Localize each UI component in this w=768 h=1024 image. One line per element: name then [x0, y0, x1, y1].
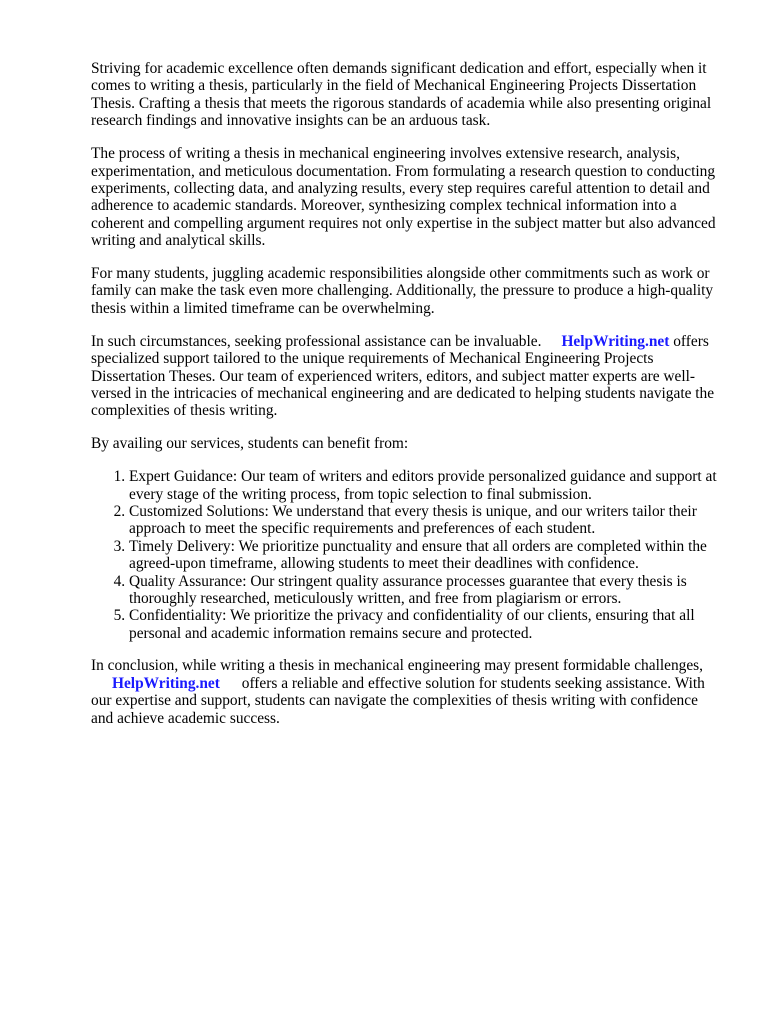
intro-paragraph: Striving for academic excellence often demands significant dedication and effort, especially when it comes to writing a thesis, particularly in the field of Mechanical Engineering Projects Dissertation Thesis. Crafting a thesis that meets the rigorous standards of academia while also presenting original research findings and innovative insights can be an arduous task. — [91, 60, 712, 130]
benefits-intro-paragraph: By availing our services, students can benefit from: — [91, 435, 409, 453]
benefit-item: 1. Expert Guidance: Our team of writers and editors provide personalized guidance and support at every stage of the writing process, from topic selection to final submission. — [129, 468, 721, 503]
process-paragraph: The process of writing a thesis in mechanical engineering involves extensive research, analysis, experimentation, and meticulous documentation. From formulating a research question to conducting experiments, collecting data, and analyzing results, every step requires careful attention to detail and adherence to academic standards. Moreover, synthesizing complex technical information into a coherent and compelling argument requires not only expertise in the subject matter but also advanced writing and analytical skills. — [91, 145, 716, 250]
document-page — [91, 60, 721, 742]
conclusion-text-before: In conclusion, while writing a thesis in mechanical engineering may present formidable challenges, — [91, 657, 704, 675]
assistance-text-after: offers specialized support tailored to the unique requirements of Mechanical Engineering Projects Dissertation Theses. Our team of experienced writers, editors, and subject matter experts are well-versed in the intricacies of mechanical engineering and are dedicated to helping students navigate the complexities of thesis writing. — [91, 332, 715, 420]
conclusion-paragraph — [91, 657, 721, 727]
challenges-paragraph: For many students, juggling academic responsibilities alongside other commitments such as work or family can make the task even more challenging. Additionally, the pressure to produce a high-quality thesis within a limited timeframe can be overwhelming. — [91, 265, 714, 317]
helpwriting-link[interactable]: HelpWriting.net — [112, 674, 220, 692]
assistance-text-before: In such circumstances, seeking professional assistance can be invaluable. — [91, 332, 542, 350]
conclusion-text-after: offers a reliable and effective solution for students seeking assistance. With our expertise and support, students can navigate the complexities of thesis writing with confidence and achieve academic success. — [91, 674, 705, 727]
helpwriting-link[interactable]: HelpWriting.net — [561, 332, 670, 350]
benefit-item: 2. Customized Solutions: We understand that every thesis is unique, and our writers tailor their approach to meet the specific requirements and preferences of each student. — [129, 503, 721, 538]
benefit-item: 3. Timely Delivery: We prioritize punctuality and ensure that all orders are completed within the agreed-upon timeframe, allowing students to meet their deadlines with confidence. — [129, 538, 721, 573]
benefit-item: 4. Quality Assurance: Our stringent quality assurance processes guarantee that every thesis is thoroughly researched, meticulously written, and free from plagiarism or errors. — [129, 573, 721, 608]
benefit-item: 5. Confidentiality: We prioritize the privacy and confidentiality of our clients, ensuring that all personal and academic information remains secure and protected. — [129, 607, 721, 642]
assistance-paragraph — [91, 333, 721, 420]
benefits-list — [91, 468, 721, 642]
